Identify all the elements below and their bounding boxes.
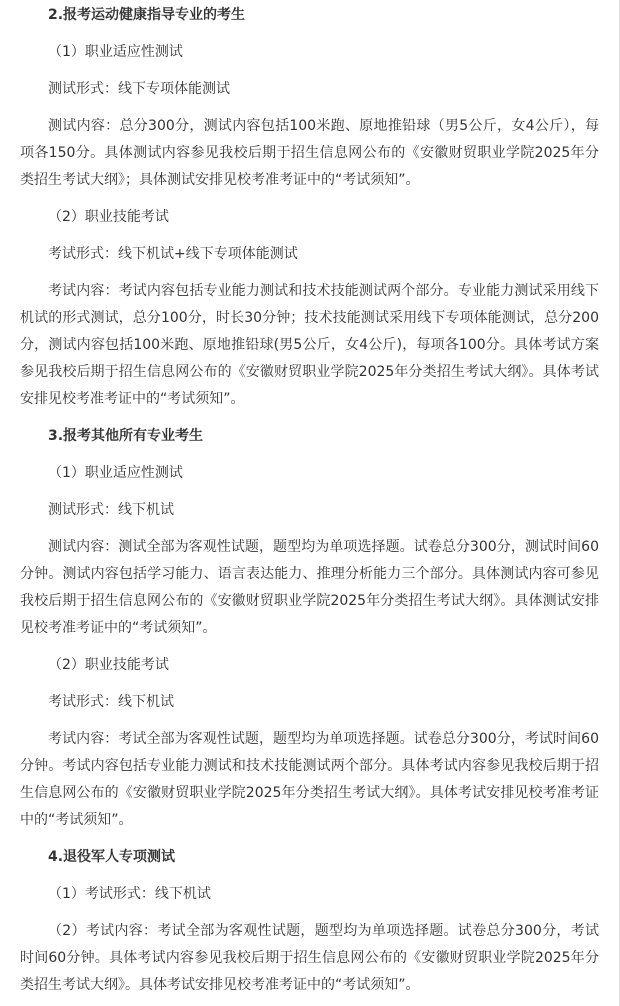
subsection-label: （1）考试形式：线下机试 bbox=[48, 886, 211, 902]
subsection-label: （2）职业技能考试 bbox=[48, 209, 169, 225]
subsection-label: （1）职业适应性测试 bbox=[48, 44, 183, 60]
test-content: 考试内容：考试内容包括专业能力测试和技术技能测试两个部分。专业能力测试采用线下机试的形式测试，总分100分，时长30分钟；技术技能测试采用线下专项体能测试，总分200分，测试内容包括100米跑、原地推铅球(男5公斤，女4公斤)，每项各100分。具体考试方案参见我校后期于招生信息网公布的《安徽财贸职业学院2025年分类招生考试大纲》。具体考试安排见校考准考证中的“考试须知”。 bbox=[20, 283, 599, 407]
test-form: 测试形式：线下专项体能测试 bbox=[48, 81, 230, 97]
subsection-label: （2）职业技能考试 bbox=[48, 657, 169, 673]
section-heading: 3.报考其他所有专业考生 bbox=[48, 428, 204, 444]
section-heading: 2.报考运动健康指导专业的考生 bbox=[48, 7, 246, 23]
test-content: 测试内容：测试全部为客观性试题，题型均为单项选择题。试卷总分300分，测试时间60分钟。测试内容包括学习能力、语言表达能力、推理分析能力三个部分。具体测试内容可参见我校后期于招生信息网公布的《安徽财贸职业学院2025年分类招生考试大纲》。具体测试安排见校考准考证中的“考试须知”。 bbox=[20, 539, 599, 636]
test-content: 考试内容：考试全部为客观性试题，题型均为单项选择题。试卷总分300分，考试时间60分钟。考试内容包括专业能力测试和技术技能测试两个部分。具体考试内容参见我校后期于招生信息网公布的《安徽财贸职业学院2025年分类招生考试大纲》。具体考试安排见校考准考证中的“考试须知”。 bbox=[20, 731, 599, 828]
test-content: 测试内容：总分300分，测试内容包括100米跑、原地推铅球（男5公斤，女4公斤），每项各150分。具体测试内容参见我校后期于招生信息网公布的《安徽财贸职业学院2025年分类招生考试大纲》；具体测试安排见校考准考证中的“考试须知”。 bbox=[20, 118, 599, 188]
test-content: （2）考试内容：考试全部为客观性试题，题型均为单项选择题。试卷总分300分，考试时间60分钟。具体考试内容参见我校后期于招生信息网公布的《安徽财贸职业学院2025年分类招生考试大纲》。具体考试安排见校考准考证中的“考试须知”。 bbox=[20, 923, 599, 993]
section-heading: 4.退役军人专项测试 bbox=[48, 849, 176, 865]
subsection-label: （1）职业适应性测试 bbox=[48, 465, 183, 481]
test-form: 考试形式：线下机试 bbox=[48, 694, 174, 710]
test-form: 测试形式：线下机试 bbox=[48, 502, 174, 518]
test-form: 考试形式：线下机试+线下专项体能测试 bbox=[48, 246, 298, 262]
